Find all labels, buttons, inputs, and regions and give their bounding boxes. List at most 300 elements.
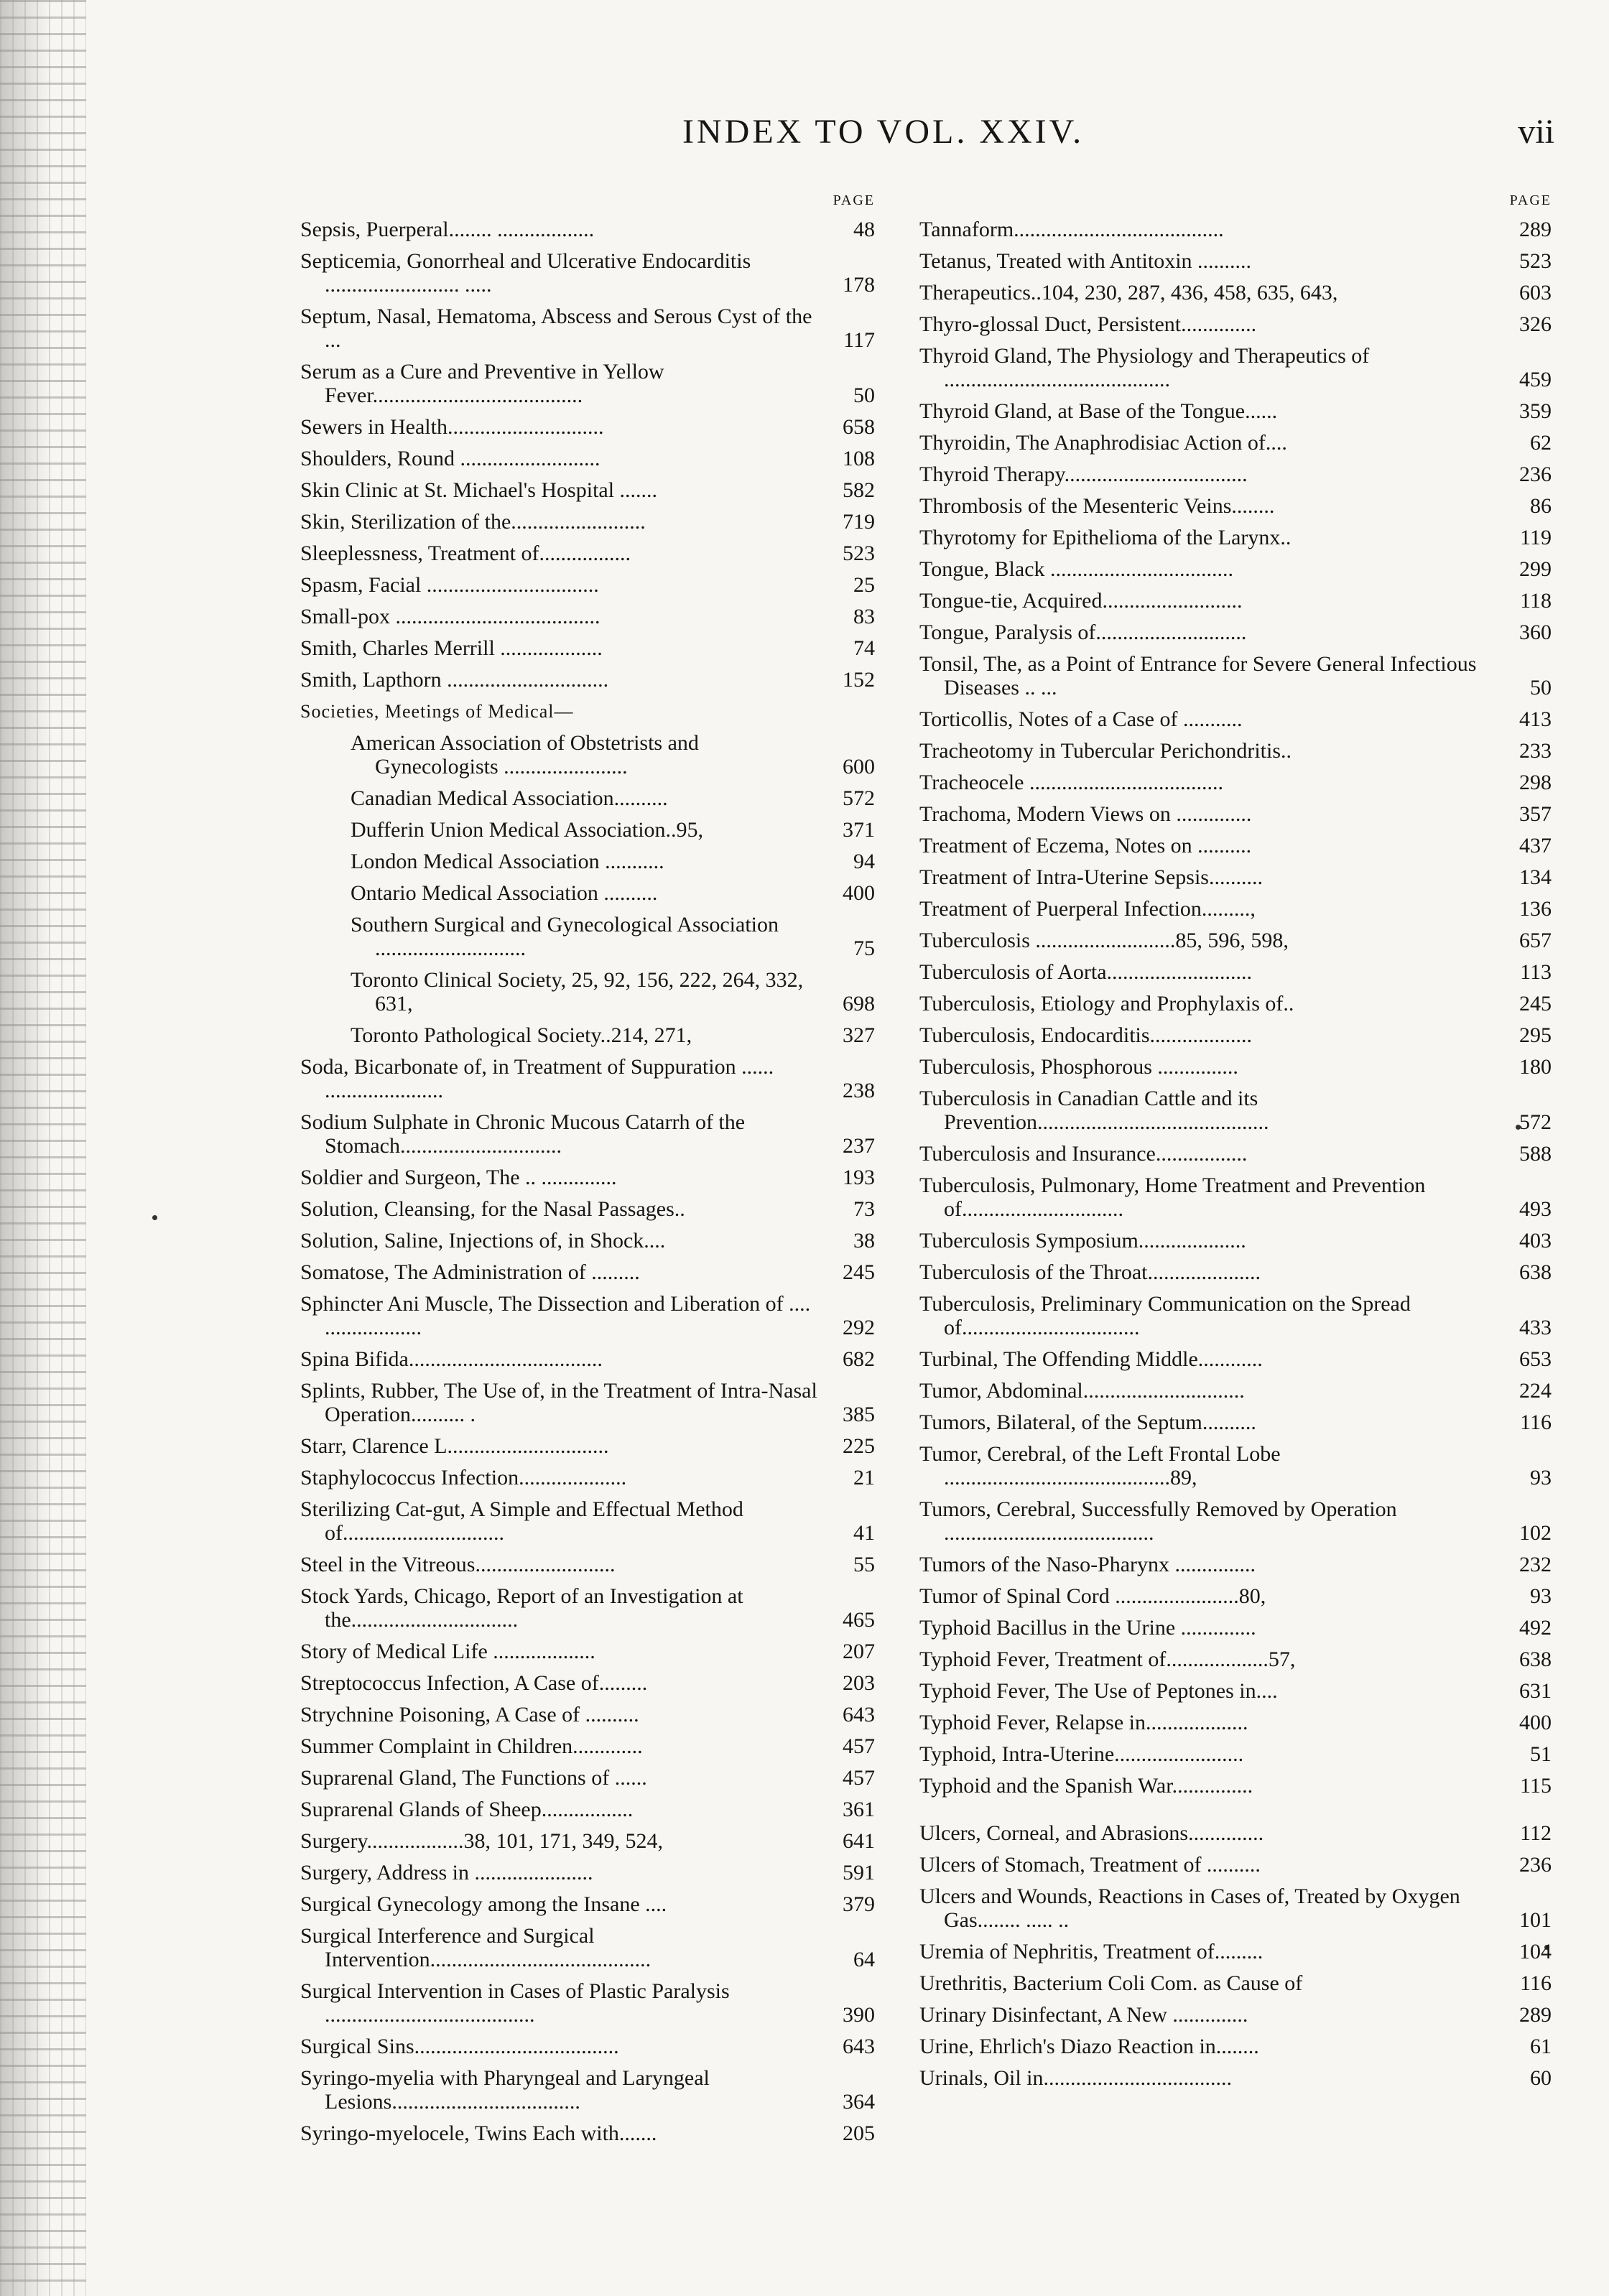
entry-text: Strychnine Poisoning, A Case of .......... xyxy=(300,1703,639,1726)
index-entry xyxy=(919,1742,1552,1766)
entry-page-number: 224 xyxy=(1519,1379,1552,1403)
entry-page-number: 361 xyxy=(843,1798,875,1821)
index-entry xyxy=(919,2035,1552,2058)
entry-page-number: 588 xyxy=(1519,1142,1552,1166)
page-header xyxy=(0,112,1609,162)
index-entry xyxy=(300,1055,875,1102)
entry-page-number: 523 xyxy=(1519,249,1552,273)
entry-page-number: 459 xyxy=(1519,368,1552,391)
entry-text: Tongue-tie, Acquired.......................... xyxy=(919,589,1243,613)
index-entry xyxy=(300,1260,875,1284)
entry-text: Tongue, Black .................................. xyxy=(919,557,1234,581)
entry-page-number: 400 xyxy=(1519,1711,1552,1734)
index-entry xyxy=(300,1347,875,1371)
index-subentry xyxy=(300,786,875,810)
index-entry xyxy=(919,1023,1552,1047)
entry-text: Spina Bifida.................................... xyxy=(300,1347,603,1371)
page-column-label: PAGE xyxy=(833,192,875,208)
entry-text: Thrombosis of the Mesenteric Veins........ xyxy=(919,494,1275,518)
entry-text: Societies, Meetings of Medical— xyxy=(300,701,574,722)
index-entry xyxy=(300,668,875,692)
entry-text: Smith, Charles Merrill ................... xyxy=(300,636,603,660)
index-entry xyxy=(919,1584,1552,1608)
entry-text: Typhoid Bacillus in the Urine .............. xyxy=(919,1616,1256,1640)
entry-text: Starr, Clarence L.............................. xyxy=(300,1434,609,1458)
entry-text: Staphylococcus Infection.................... xyxy=(300,1466,627,1489)
entry-text: Streptococcus Infection, A Case of......... xyxy=(300,1671,648,1695)
index-entry xyxy=(300,218,875,241)
entry-text: Tuberculosis of Aorta........................... xyxy=(919,960,1253,984)
entry-text: Solution, Cleansing, for the Nasal Passages.. xyxy=(300,1197,685,1221)
entry-text: Toronto Clinical Society, 25, 92, 156, 222, 264, 332, 631, xyxy=(351,968,804,1015)
entry-page-number: 603 xyxy=(1519,281,1552,305)
entry-text: Syringo-myelocele, Twins Each with....... xyxy=(300,2121,657,2145)
index-entry xyxy=(919,1055,1552,1079)
entry-text: Urethritis, Bacterium Coli Com. as Cause of xyxy=(919,1971,1303,1995)
entry-page-number: 465 xyxy=(843,1608,875,1632)
entry-page-number: 112 xyxy=(1520,1821,1552,1845)
index-entry xyxy=(919,2003,1552,2027)
entry-text: Shoulders, Round .......................... xyxy=(300,447,601,470)
entry-text: Urinary Disinfectant, A New .............. xyxy=(919,2003,1248,2027)
index-entry xyxy=(919,960,1552,984)
index-entry xyxy=(919,281,1552,305)
entry-page-number: 292 xyxy=(843,1316,875,1339)
entry-page-number: 600 xyxy=(843,755,875,778)
entry-page-number: 371 xyxy=(843,818,875,842)
entry-text: Trachoma, Modern Views on .............. xyxy=(919,802,1252,826)
entry-page-number: 638 xyxy=(1519,1260,1552,1284)
entry-page-number: 298 xyxy=(1519,771,1552,794)
index-entry xyxy=(300,1229,875,1252)
entry-text: Serum as a Cure and Preventive in Yellow Fever....................................... xyxy=(300,360,664,407)
index-entry xyxy=(300,360,875,407)
entry-text: Canadian Medical Association.......... xyxy=(351,786,668,810)
entry-text: Typhoid Fever, Treatment of...................57, xyxy=(919,1647,1296,1671)
index-entry xyxy=(300,1861,875,1884)
entry-text: Story of Medical Life ................... xyxy=(300,1640,595,1663)
entry-text: Tonsil, The, as a Point of Entrance for Severe General Infectious Diseases .. ... xyxy=(919,652,1477,700)
entry-page-number: 357 xyxy=(1519,802,1552,826)
entry-page-number: 492 xyxy=(1519,1616,1552,1640)
entry-page-number: 152 xyxy=(843,668,875,692)
entry-page-number: 104 xyxy=(1519,1940,1552,1963)
entry-page-number: 61 xyxy=(1530,2035,1552,2058)
index-entry xyxy=(919,2066,1552,2090)
index-entry xyxy=(300,2066,875,2114)
index-subentry xyxy=(300,881,875,905)
entry-page-number: 38 xyxy=(853,1229,875,1252)
entry-text: Uremia of Nephritis, Treatment of......... xyxy=(919,1940,1263,1963)
entry-text: Urinals, Oil in................................... xyxy=(919,2066,1232,2090)
entry-text: Suprarenal Gland, The Functions of ...... xyxy=(300,1766,647,1790)
entry-page-number: 236 xyxy=(1519,1853,1552,1877)
index-entry xyxy=(919,463,1552,486)
entry-page-number: 203 xyxy=(843,1671,875,1695)
entry-page-number: 41 xyxy=(853,1521,875,1545)
index-entry xyxy=(919,621,1552,644)
index-entry xyxy=(919,802,1552,826)
entry-text: Ulcers and Wounds, Reactions in Cases of, Treated by Oxygen Gas........ ..... .. xyxy=(919,1884,1460,1932)
index-entry xyxy=(300,1497,875,1545)
entry-text: Ulcers of Stomach, Treatment of .......... xyxy=(919,1853,1261,1877)
entry-text: Torticollis, Notes of a Case of ........... xyxy=(919,707,1243,731)
entry-page-number: 433 xyxy=(1519,1316,1552,1339)
entry-page-number: 51 xyxy=(1530,1742,1552,1766)
index-entries xyxy=(300,218,875,2145)
entry-page-number: 457 xyxy=(843,1734,875,1758)
index-entry xyxy=(919,1971,1552,1995)
entry-page-number: 180 xyxy=(1519,1055,1552,1079)
entry-page-number: 360 xyxy=(1519,621,1552,644)
entry-text: Tumor, Abdominal.............................. xyxy=(919,1379,1245,1403)
entry-text: Tuberculosis and Insurance................. xyxy=(919,1142,1248,1166)
index-entry xyxy=(300,1466,875,1489)
entry-page-number: 289 xyxy=(1519,218,1552,241)
entry-page-number: 116 xyxy=(1520,1971,1552,1995)
index-entry xyxy=(300,1110,875,1158)
index-entry xyxy=(919,1884,1552,1932)
entry-text: Dufferin Union Medical Association..95, xyxy=(351,818,704,842)
index-entry xyxy=(919,739,1552,763)
entry-page-number: 385 xyxy=(843,1403,875,1426)
index-entry xyxy=(919,249,1552,273)
index-entry xyxy=(919,1260,1552,1284)
index-entry xyxy=(300,1798,875,1821)
entry-page-number: 379 xyxy=(843,1892,875,1916)
entry-page-number: 658 xyxy=(843,415,875,439)
entry-text: Somatose, The Administration of ......... xyxy=(300,1260,640,1284)
entry-text: Treatment of Puerperal Infection........., xyxy=(919,897,1256,921)
page-title: INDEX TO VOL. XXIV. xyxy=(682,113,1085,151)
entry-text: Tuberculosis, Phosphorous ............... xyxy=(919,1055,1238,1079)
index-entry xyxy=(300,447,875,470)
index-entry xyxy=(919,707,1552,731)
entry-text: Solution, Saline, Injections of, in Shock.... xyxy=(300,1229,666,1252)
entry-page-number: 631 xyxy=(1519,1679,1552,1703)
index-entry xyxy=(919,218,1552,241)
index-entry xyxy=(919,1173,1552,1221)
entry-text: Stock Yards, Chicago, Report of an Investigation at the............................... xyxy=(300,1584,743,1632)
entry-page-number: 237 xyxy=(843,1134,875,1158)
index-subentry xyxy=(300,1023,875,1047)
entry-page-number: 643 xyxy=(843,1703,875,1726)
entry-text: Surgical Intervention in Cases of Plastic Paralysis ....................................... xyxy=(300,1979,730,2027)
index-subentry xyxy=(300,913,875,960)
entry-page-number: 86 xyxy=(1530,494,1552,518)
index-entry xyxy=(300,1379,875,1426)
entry-text: Sepsis, Puerperal........ .................. xyxy=(300,218,595,241)
index-subentry xyxy=(300,968,875,1015)
entry-text: Tumors, Cerebral, Successfully Removed by Operation ....................................... xyxy=(919,1497,1397,1545)
entry-text: Tuberculosis ..........................85, 596, 598, xyxy=(919,929,1289,952)
index-entry xyxy=(300,1197,875,1221)
index-entry xyxy=(300,605,875,628)
entry-text: Thyroid Gland, The Physiology and Therapeutics of .......................................... xyxy=(919,344,1370,391)
index-entry xyxy=(919,865,1552,889)
index-entries xyxy=(919,218,1552,2090)
entry-text: American Association of Obstetrists and Gynecologists ....................... xyxy=(351,731,699,778)
entry-page-number: 233 xyxy=(1519,739,1552,763)
entry-text: Small-pox ...................................... xyxy=(300,605,601,628)
entry-page-number: 641 xyxy=(843,1829,875,1853)
entry-page-number: 119 xyxy=(1520,526,1552,549)
entry-page-number: 116 xyxy=(1520,1410,1552,1434)
entry-text: Skin, Sterilization of the......................... xyxy=(300,510,646,534)
index-entry xyxy=(919,589,1552,613)
index-entry xyxy=(919,1142,1552,1166)
index-entry xyxy=(919,1853,1552,1877)
entry-page-number: 327 xyxy=(843,1023,875,1047)
entry-page-number: 83 xyxy=(853,605,875,628)
entry-page-number: 48 xyxy=(853,218,875,241)
index-entry xyxy=(919,1821,1552,1845)
index-entry xyxy=(300,2121,875,2145)
entry-page-number: 289 xyxy=(1519,2003,1552,2027)
index-entry xyxy=(300,1584,875,1632)
index-entry xyxy=(919,1711,1552,1734)
entry-page-number: 136 xyxy=(1519,897,1552,921)
entry-text: Thyroid Gland, at Base of the Tongue...... xyxy=(919,399,1278,423)
entry-page-number: 102 xyxy=(1519,1521,1552,1545)
index-entry xyxy=(919,494,1552,518)
entry-page-number: 682 xyxy=(843,1347,875,1371)
entry-text: Thyro-glossal Duct, Persistent.............. xyxy=(919,312,1257,336)
entry-page-number: 457 xyxy=(843,1766,875,1790)
index-entry xyxy=(919,1410,1552,1434)
entry-text: Surgery, Address in ...................... xyxy=(300,1861,593,1884)
entry-text: Typhoid Fever, The Use of Peptones in.... xyxy=(919,1679,1278,1703)
entry-text: Spasm, Facial ................................ xyxy=(300,573,599,597)
entry-text: Tumors of the Naso-Pharynx ............... xyxy=(919,1553,1256,1576)
index-subentry xyxy=(300,850,875,873)
index-entry xyxy=(919,1774,1552,1798)
index-entry xyxy=(919,652,1552,700)
entry-text: Tuberculosis in Canadian Cattle and its Prevention........................................... xyxy=(919,1087,1269,1134)
entry-text: Thyroidin, The Anaphrodisiac Action of.... xyxy=(919,431,1287,455)
index-entry xyxy=(300,415,875,439)
entry-text: Sewers in Health............................. xyxy=(300,415,604,439)
index-entry xyxy=(300,510,875,534)
entry-page-number: 178 xyxy=(843,273,875,297)
entry-page-number: 359 xyxy=(1519,399,1552,423)
index-entry xyxy=(919,431,1552,455)
entry-page-number: 108 xyxy=(843,447,875,470)
entry-text: Thyroid Therapy.................................. xyxy=(919,463,1248,486)
entry-text: Surgical Gynecology among the Insane .... xyxy=(300,1892,667,1916)
entry-page-number: 493 xyxy=(1519,1197,1552,1221)
entry-page-number: 523 xyxy=(843,542,875,565)
index-entry xyxy=(919,992,1552,1015)
entry-text: Turbinal, The Offending Middle............ xyxy=(919,1347,1263,1371)
index-entry xyxy=(919,1553,1552,1576)
entry-page-number: 73 xyxy=(853,1197,875,1221)
index-entry xyxy=(300,1292,875,1339)
index-entry xyxy=(300,1671,875,1695)
entry-text: Septum, Nasal, Hematoma, Abscess and Serous Cyst of the ... xyxy=(300,305,812,352)
entry-page-number: 232 xyxy=(1519,1553,1552,1576)
entry-page-number: 364 xyxy=(843,2090,875,2114)
entry-page-number: 403 xyxy=(1519,1229,1552,1252)
index-subentry xyxy=(300,731,875,778)
entry-text: Tuberculosis, Preliminary Communication on the Spread of................................. xyxy=(919,1292,1411,1339)
entry-page-number: 207 xyxy=(843,1640,875,1663)
entry-text: Tracheotomy in Tubercular Perichondritis.. xyxy=(919,739,1292,763)
index-column-right xyxy=(919,191,1552,2090)
entry-page-number: 326 xyxy=(1519,312,1552,336)
entry-page-number: 62 xyxy=(1530,431,1552,455)
index-entry xyxy=(919,1347,1552,1371)
entry-text: Skin Clinic at St. Michael's Hospital ....... xyxy=(300,478,658,502)
entry-page-number: 719 xyxy=(843,510,875,534)
index-entry xyxy=(300,1766,875,1790)
entry-text: Therapeutics..104, 230, 287, 436, 458, 635, 643, xyxy=(919,281,1338,305)
entry-text: Surgery..................38, 101, 171, 349, 524, xyxy=(300,1829,663,1853)
entry-text: Tuberculosis Symposium.................... xyxy=(919,1229,1246,1252)
index-entry xyxy=(919,1229,1552,1252)
entry-page-number: 638 xyxy=(1519,1647,1552,1671)
index-entry xyxy=(919,1616,1552,1640)
index-entry xyxy=(300,1734,875,1758)
entry-text: Southern Surgical and Gynecological Association ............................ xyxy=(351,913,779,960)
entry-text: Septicemia, Gonorrheal and Ulcerative Endocarditis ......................... ..... xyxy=(300,249,751,297)
index-entry xyxy=(300,2035,875,2058)
entry-text: Typhoid, Intra-Uterine........................ xyxy=(919,1742,1244,1766)
entry-page-number: 653 xyxy=(1519,1347,1552,1371)
entry-page-number: 205 xyxy=(843,2121,875,2145)
entry-page-number: 225 xyxy=(843,1434,875,1458)
entry-text: Tuberculosis, Pulmonary, Home Treatment and Prevention of.............................. xyxy=(919,1173,1426,1221)
entry-text: Soda, Bicarbonate of, in Treatment of Suppuration ...... ...................... xyxy=(300,1055,774,1102)
index-entry xyxy=(919,834,1552,857)
entry-text: Tuberculosis of the Throat..................... xyxy=(919,1260,1261,1284)
entry-page-number: 64 xyxy=(853,1948,875,1971)
entry-page-number: 50 xyxy=(853,384,875,407)
entry-text: Thyrotomy for Epithelioma of the Larynx.. xyxy=(919,526,1292,549)
entry-text: Tongue, Paralysis of............................ xyxy=(919,621,1247,644)
entry-text: Smith, Lapthorn .............................. xyxy=(300,668,609,692)
index-entry xyxy=(919,771,1552,794)
index-entry xyxy=(919,344,1552,391)
entry-page-number: 94 xyxy=(853,850,875,873)
entry-page-number: 236 xyxy=(1519,463,1552,486)
entry-text: Sleeplessness, Treatment of................. xyxy=(300,542,631,565)
entry-page-number: 113 xyxy=(1520,960,1552,984)
index-subentry xyxy=(300,818,875,842)
entry-text: Summer Complaint in Children............. xyxy=(300,1734,643,1758)
index-entry xyxy=(919,526,1552,549)
entry-text: Surgical Interference and Surgical Intervention......................................... xyxy=(300,1924,652,1971)
entry-page-number: 134 xyxy=(1519,865,1552,889)
entry-page-number: 572 xyxy=(1519,1110,1552,1134)
stray-mark xyxy=(152,1215,157,1220)
entry-page-number: 295 xyxy=(1519,1023,1552,1047)
index-entry xyxy=(300,1703,875,1726)
index-entry xyxy=(300,1553,875,1576)
entry-page-number: 118 xyxy=(1520,589,1552,613)
index-entry xyxy=(919,1087,1552,1134)
entry-page-number: 591 xyxy=(843,1861,875,1884)
entry-page-number: 74 xyxy=(853,636,875,660)
page-column-label: PAGE xyxy=(1509,192,1552,208)
index-entry xyxy=(300,636,875,660)
entry-text: Typhoid Fever, Relapse in................... xyxy=(919,1711,1248,1734)
entry-page-number: 390 xyxy=(843,2003,875,2027)
index-entry xyxy=(300,1166,875,1189)
entry-text: Tumor of Spinal Cord .......................80, xyxy=(919,1584,1266,1608)
section-gap xyxy=(919,1798,1552,1813)
entry-page-number: 437 xyxy=(1519,834,1552,857)
entry-page-number: 60 xyxy=(1530,2066,1552,2090)
index-entry xyxy=(300,249,875,297)
entry-page-number: 50 xyxy=(1530,676,1552,700)
entry-text: Treatment of Eczema, Notes on .......... xyxy=(919,834,1252,857)
index-entry xyxy=(300,1434,875,1458)
entry-text: Tuberculosis, Endocarditis................... xyxy=(919,1023,1253,1047)
index-entry xyxy=(919,1647,1552,1671)
index-entry xyxy=(300,478,875,502)
entry-text: Sphincter Ani Muscle, The Dissection and Liberation of .... .................. xyxy=(300,1292,811,1339)
entry-text: Syringo-myelia with Pharyngeal and Laryngeal Lesions................................... xyxy=(300,2066,710,2114)
entry-text: Toronto Pathological Society..214, 271, xyxy=(351,1023,692,1047)
index-entry xyxy=(300,573,875,597)
entry-page-number: 572 xyxy=(843,786,875,810)
entry-text: Typhoid and the Spanish War............... xyxy=(919,1774,1253,1798)
index-section-heading xyxy=(300,700,875,723)
entry-page-number: 115 xyxy=(1520,1774,1552,1798)
entry-page-number: 245 xyxy=(843,1260,875,1284)
entry-text: Suprarenal Glands of Sheep................. xyxy=(300,1798,634,1821)
entry-text: London Medical Association ........... xyxy=(351,850,664,873)
entry-text: Ontario Medical Association .......... xyxy=(351,881,658,905)
index-entry xyxy=(919,1497,1552,1545)
index-entry xyxy=(919,929,1552,952)
entry-page-number: 117 xyxy=(843,328,875,352)
entry-page-number: 93 xyxy=(1530,1584,1552,1608)
entry-text: Soldier and Surgeon, The .. .............. xyxy=(300,1166,617,1189)
entry-page-number: 299 xyxy=(1519,557,1552,581)
scanned-page-edge xyxy=(0,0,86,2296)
entry-text: Splints, Rubber, The Use of, in the Treatment of Intra-Nasal Operation.......... . xyxy=(300,1379,817,1426)
entry-text: Urine, Ehrlich's Diazo Reaction in........ xyxy=(919,2035,1259,2058)
entry-page-number: 698 xyxy=(843,992,875,1015)
entry-page-number: 93 xyxy=(1530,1466,1552,1489)
index-entry xyxy=(919,312,1552,336)
page-number: vii xyxy=(1518,113,1554,151)
entry-page-number: 238 xyxy=(843,1079,875,1102)
entry-text: Tannaform....................................... xyxy=(919,218,1224,241)
entry-page-number: 21 xyxy=(853,1466,875,1489)
entry-text: Surgical Sins...................................... xyxy=(300,2035,619,2058)
entry-text: Tracheocele .................................... xyxy=(919,771,1223,794)
index-entry xyxy=(300,1924,875,1971)
entry-text: Tetanus, Treated with Antitoxin .......... xyxy=(919,249,1252,273)
entry-page-number: 75 xyxy=(853,936,875,960)
entry-page-number: 582 xyxy=(843,478,875,502)
index-entry xyxy=(300,1979,875,2027)
entry-text: Tumors, Bilateral, of the Septum.......... xyxy=(919,1410,1256,1434)
entry-page-number: 193 xyxy=(843,1166,875,1189)
index-entry xyxy=(300,305,875,352)
entry-page-number: 400 xyxy=(843,881,875,905)
entry-text: Sodium Sulphate in Chronic Mucous Catarrh of the Stomach.............................. xyxy=(300,1110,746,1158)
index-entry xyxy=(300,1640,875,1663)
entry-text: Ulcers, Corneal, and Abrasions.............. xyxy=(919,1821,1264,1845)
index-entry xyxy=(300,542,875,565)
entry-page-number: 55 xyxy=(853,1553,875,1576)
index-entry xyxy=(919,1379,1552,1403)
entry-text: Tuberculosis, Etiology and Prophylaxis of.. xyxy=(919,992,1294,1015)
